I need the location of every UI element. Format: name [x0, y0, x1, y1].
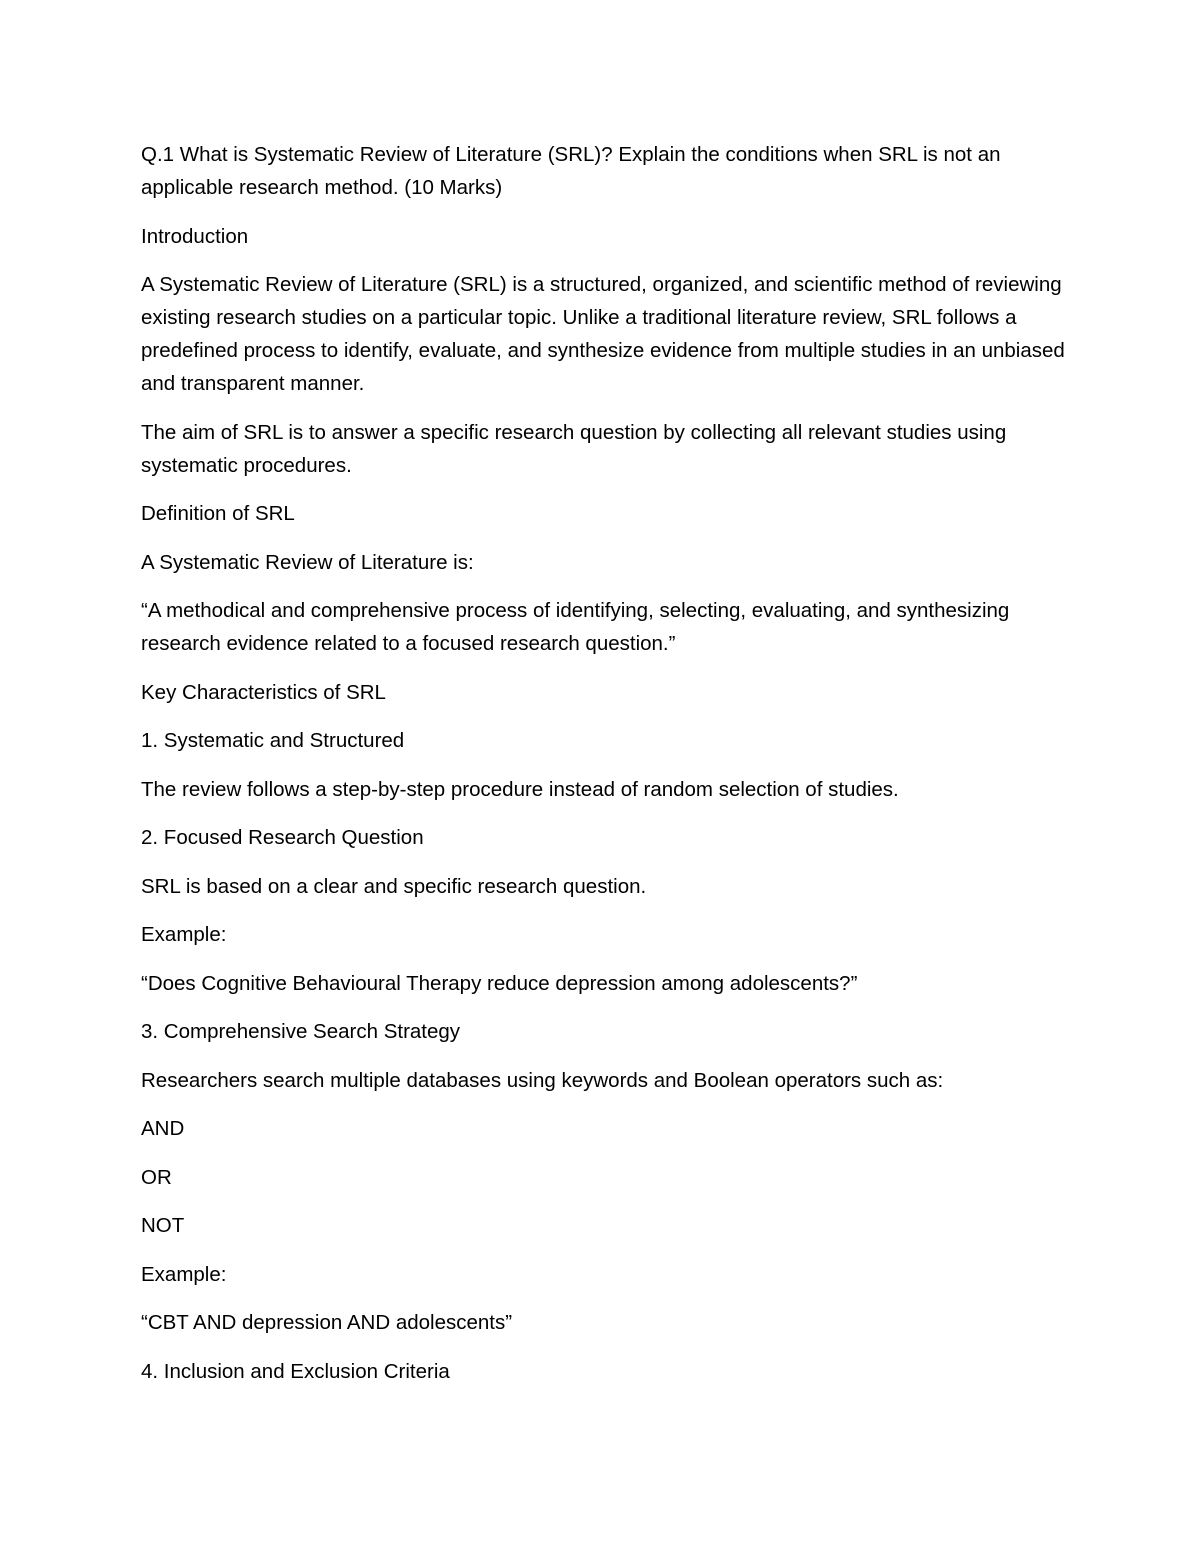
characteristic-1-title: 1. Systematic and Structured — [141, 729, 405, 752]
characteristic-2-text: SRL is based on a clear and specific research question. — [141, 874, 647, 898]
document-body — [141, 138, 1071, 1403]
example-label: Example: — [141, 923, 227, 946]
boolean-operator-or: OR — [141, 1165, 172, 1189]
characteristic-1-text: The review follows a step-by-step procedure instead of random selection of studies. — [141, 777, 899, 801]
question-heading: Q.1 What is Systematic Review of Literature (SRL)? Explain the conditions when SRL is not an applicable research method. (10 Marks) — [141, 143, 1001, 199]
example-label: Example: — [141, 1262, 227, 1286]
boolean-operator-not: NOT — [141, 1214, 185, 1237]
section-heading-characteristics: Key Characteristics of SRL — [141, 680, 386, 704]
boolean-operator-and: AND — [141, 1117, 185, 1140]
characteristic-3-text: Researchers search multiple databases using keywords and Boolean operators such as: — [141, 1068, 944, 1092]
definition-quote: “A methodical and comprehensive process of identifying, selecting, evaluating, and synthesizing research evidence related to a focused research question.” — [141, 599, 1010, 655]
definition-lead: A Systematic Review of Literature is: — [141, 550, 474, 574]
intro-paragraph: A Systematic Review of Literature (SRL) is a structured, organized, and scientific method of reviewing existing research studies on a particular topic. Unlike a traditional literature review, SRL follows a predefined process to identify, evaluate, and synthesize evidence from multiple studies in an unbiased and transparent manner. — [141, 273, 1065, 395]
section-heading-introduction: Introduction — [141, 224, 249, 248]
section-heading-definition: Definition of SRL — [141, 502, 295, 525]
example-search-string: “CBT AND depression AND adolescents” — [141, 1311, 513, 1334]
aim-paragraph: The aim of SRL is to answer a specific research question by collecting all relevant studies using systematic procedures. — [141, 420, 1007, 477]
example-question: “Does Cognitive Behavioural Therapy reduce depression among adolescents?” — [141, 971, 858, 995]
characteristic-3-title: 3. Comprehensive Search Strategy — [141, 1020, 461, 1043]
characteristic-2-title: 2. Focused Research Question — [141, 826, 424, 849]
characteristic-4-title: 4. Inclusion and Exclusion Criteria — [141, 1359, 450, 1383]
